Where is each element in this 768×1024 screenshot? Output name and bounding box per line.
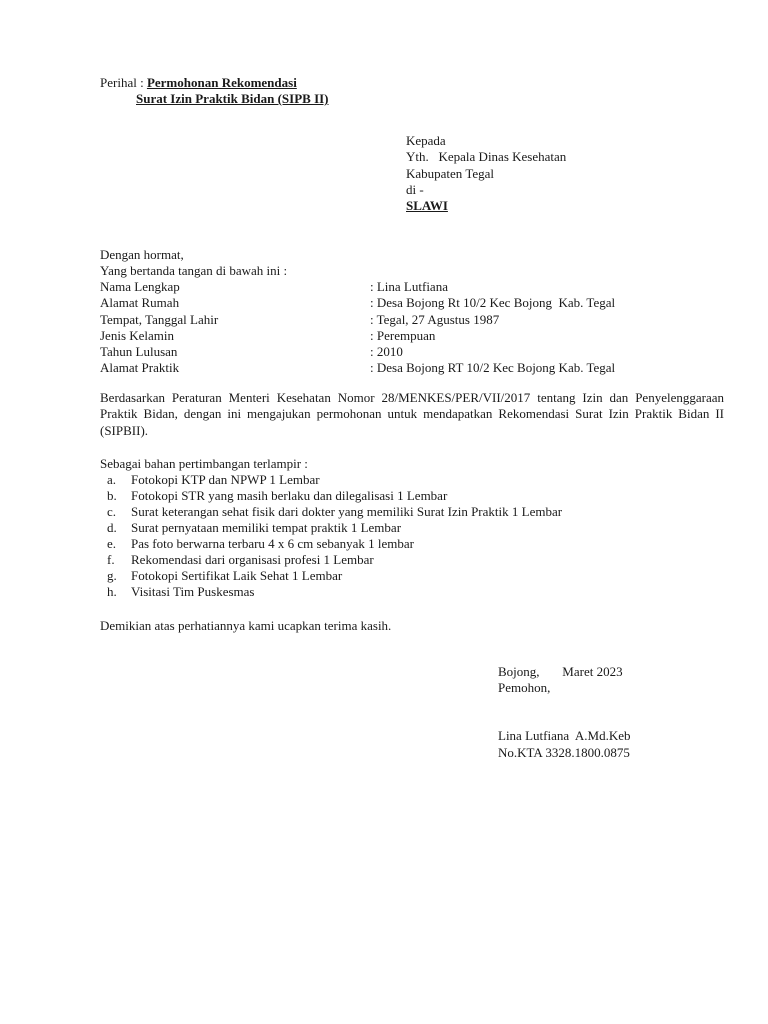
list-marker: f.: [107, 552, 115, 567]
list-item: [100, 472, 720, 488]
recipient-yth: Yth. Kepala Dinas Kesehatan: [406, 149, 567, 164]
identity-label: Alamat Rumah: [100, 295, 180, 310]
identity-row: [100, 312, 720, 328]
subject-line-1: [100, 75, 297, 91]
identity-label: Tahun Lulusan: [100, 344, 178, 359]
identity-label: Tempat, Tanggal Lahir: [100, 312, 219, 327]
identity-label: Jenis Kelamin: [100, 328, 175, 343]
identity-row: [100, 328, 720, 344]
recipient-kepada: Kepada: [406, 133, 446, 148]
signature-role: Pemohon,: [498, 680, 551, 695]
body-paragraph: Berdasarkan Peraturan Menteri Kesehatan Nomor 28/MENKES/PER/VII/2017 tentang Izin dan Penyelenggaraan Praktik Bidan, dengan ini mengajukan permohonan untuk mendapatkan Rekomendasi Surat Izin Praktik Bidan II (SIPBII).: [100, 390, 724, 438]
identity-row: [100, 279, 720, 295]
list-item: [100, 504, 720, 520]
identity-value: : Perempuan: [370, 328, 436, 343]
identity-label: Nama Lengkap: [100, 279, 180, 294]
list-item-text: Fotokopi KTP dan NPWP 1 Lembar: [131, 472, 320, 487]
list-item: [100, 488, 720, 504]
signature-place-date: Bojong, Maret 2023: [498, 664, 623, 679]
attachments-intro: Sebagai bahan pertimbangan terlampir :: [100, 456, 308, 471]
subject-title: Permohonan Rekomendasi: [146, 75, 297, 90]
greeting: Dengan hormat,: [100, 247, 184, 262]
list-marker: a.: [107, 472, 117, 487]
closing-line: Demikian atas perhatiannya kami ucapkan terima kasih.: [100, 618, 392, 633]
identity-label: Alamat Praktik: [100, 360, 180, 375]
identity-value: : Tegal, 27 Agustus 1987: [370, 312, 500, 327]
list-item-text: Visitasi Tim Puskesmas: [131, 584, 255, 599]
identity-row: [100, 360, 720, 376]
list-item-text: Pas foto berwarna terbaru 4 x 6 cm sebanyak 1 lembar: [131, 536, 415, 551]
signature-name: Lina Lutfiana A.Md.Keb: [498, 728, 631, 743]
identity-value: : Desa Bojong Rt 10/2 Kec Bojong Kab. Tegal: [370, 295, 616, 310]
recipient-di: di -: [406, 182, 424, 197]
list-item: [100, 552, 720, 568]
list-item: [100, 568, 720, 584]
recipient-city: SLAWI: [406, 198, 448, 213]
list-marker: c.: [107, 504, 117, 519]
identity-value: : Lina Lutfiana: [370, 279, 448, 294]
subject-title-line-2: Surat Izin Praktik Bidan (SIPB II): [136, 91, 329, 106]
signature-kta: No.KTA 3328.1800.0875: [498, 745, 630, 760]
list-marker: b.: [107, 488, 117, 503]
list-item-text: Fotokopi STR yang masih berlaku dan dilegalisasi 1 Lembar: [131, 488, 448, 503]
subject-label: Perihal :: [100, 75, 147, 90]
list-marker: g.: [107, 568, 117, 583]
list-item-text: Fotokopi Sertifikat Laik Sehat 1 Lembar: [131, 568, 343, 583]
list-marker: d.: [107, 520, 117, 535]
recipient-kabupaten: Kabupaten Tegal: [406, 166, 495, 181]
list-item: [100, 536, 720, 552]
list-item: [100, 520, 720, 536]
identity-row: [100, 295, 720, 311]
identity-row: [100, 344, 720, 360]
identity-value: : Desa Bojong RT 10/2 Kec Bojong Kab. Tegal: [370, 360, 616, 375]
list-marker: e.: [107, 536, 117, 551]
list-item-text: Rekomendasi dari organisasi profesi 1 Lembar: [131, 552, 374, 567]
list-item-text: Surat keterangan sehat fisik dari dokter yang memiliki Surat Izin Praktik 1 Lembar: [131, 504, 563, 519]
list-marker: h.: [107, 584, 117, 599]
intro-line: Yang bertanda tangan di bawah ini :: [100, 263, 288, 278]
list-item-text: Surat pernyataan memiliki tempat praktik 1 Lembar: [131, 520, 402, 535]
identity-value: : 2010: [370, 344, 403, 359]
list-item: [100, 584, 720, 600]
